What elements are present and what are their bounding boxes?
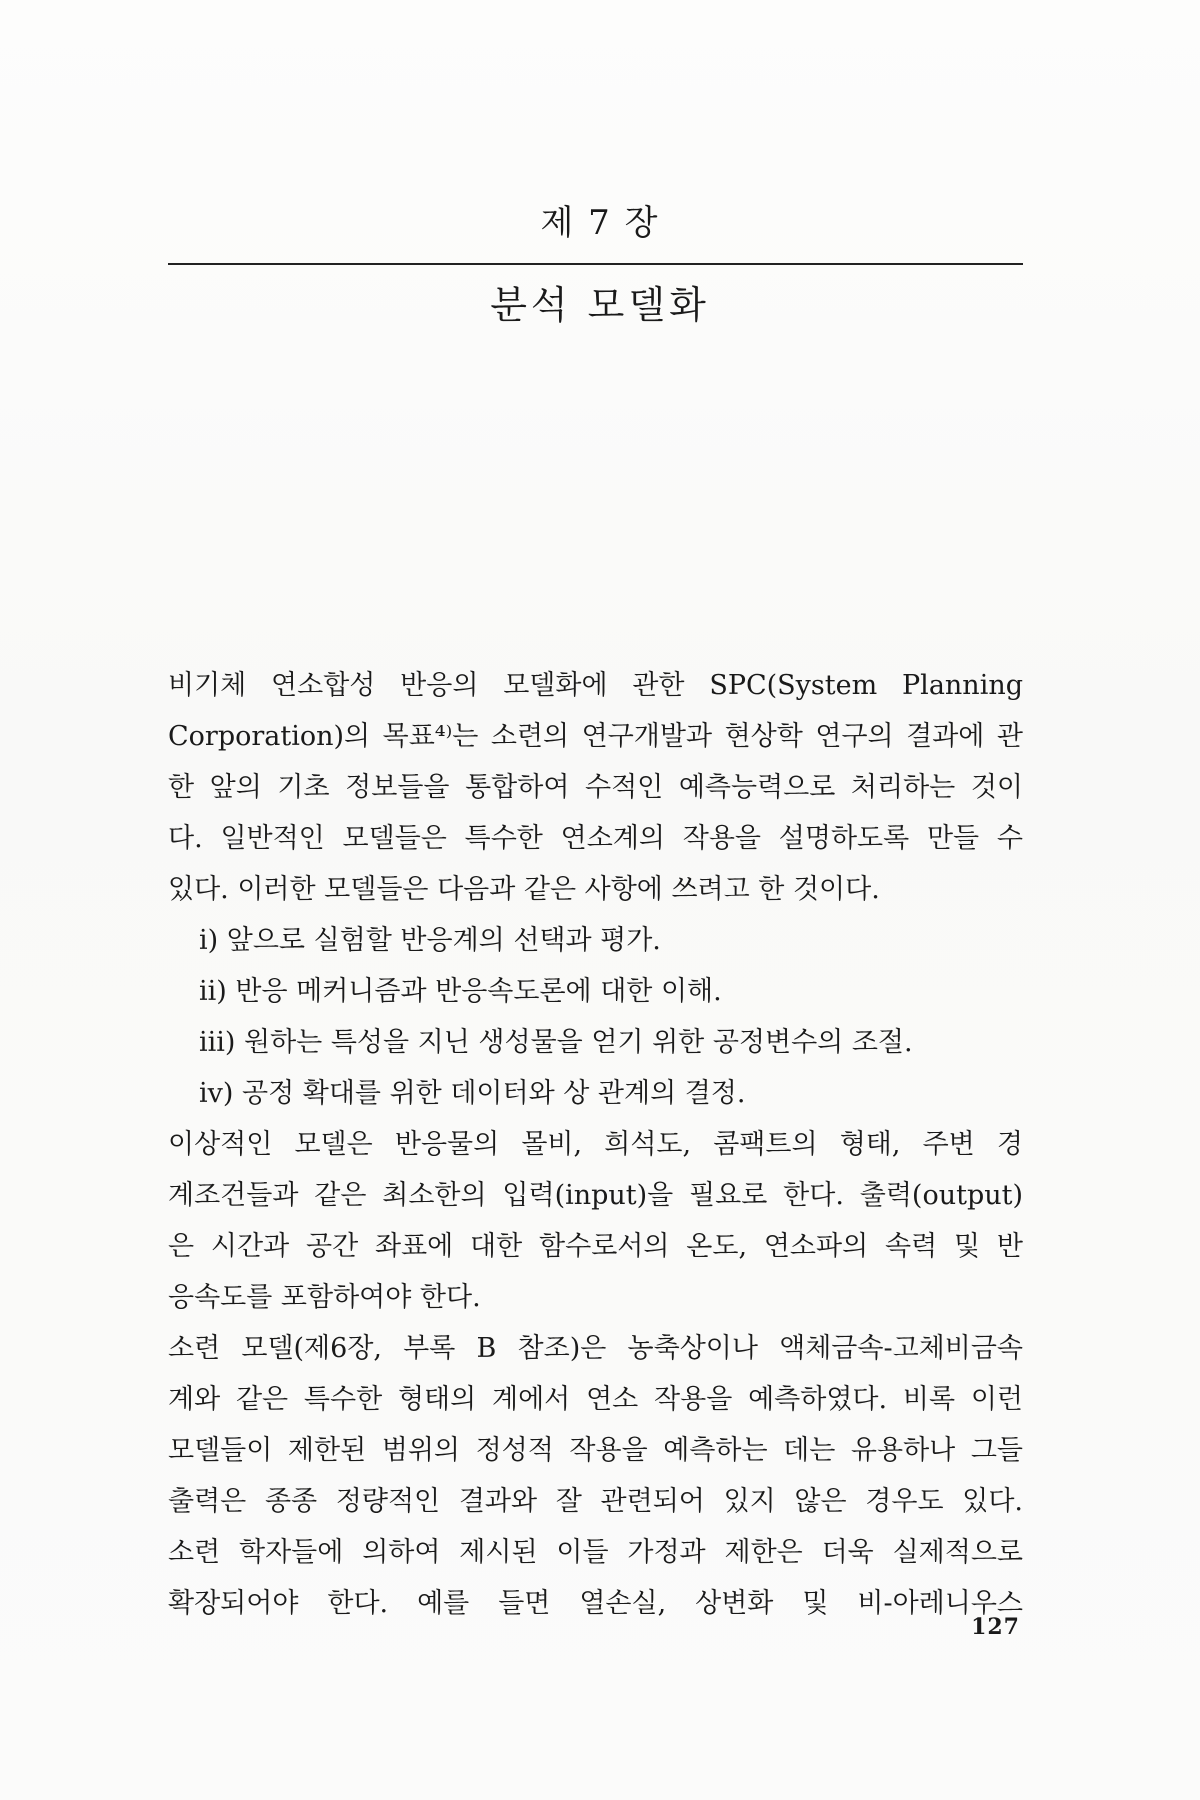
chapter-title: 분석 모델화	[490, 283, 710, 327]
text-line: 있다. 이러한 모델들은 다음과 같은 사항에 쓰려고 한 것이다.	[168, 874, 880, 905]
body-text	[168, 660, 1023, 1629]
list-item: iii) 원하는 특성을 지닌 생성물을 얻기 위한 공정변수의 조절.	[199, 1027, 913, 1058]
text-line: 다. 일반적인 모델들은 특수한 연소계의 작용을 설명하도록 만들 수	[168, 823, 1023, 854]
text-line: 이상적인 모델은 반응물의 몰비, 희석도, 콤팩트의 형태, 주변 경	[168, 1129, 1023, 1160]
text-line: 한 앞의 기초 정보들을 통합하여 수적인 예측능력으로 처리하는 것이	[168, 772, 1023, 803]
text-line: 소련 모델(제6장, 부록 B 참조)은 농축상이나 액체금속-고체비금속	[168, 1333, 1023, 1364]
text-line: 출력은 종종 정량적인 결과와 잘 관련되어 있지 않은 경우도 있다.	[168, 1486, 1023, 1517]
text-line: 계와 같은 특수한 형태의 계에서 연소 작용을 예측하였다. 비록 이런	[168, 1384, 1023, 1415]
list-item: iv) 공정 확대를 위한 데이터와 상 관계의 결정.	[199, 1078, 746, 1109]
page-number: 127	[971, 1614, 1020, 1640]
text-line: 확장되어야 한다. 예를 들면 열손실, 상변화 및 비-아레니우스	[168, 1588, 1023, 1619]
chapter-number: 제 7 장	[540, 203, 660, 243]
text-line: 계조건들과 같은 최소한의 입력(input)을 필요로 한다. 출력(output)	[168, 1180, 1023, 1211]
text-line: 모델들이 제한된 범위의 정성적 작용을 예측하는 데는 유용하나 그들	[168, 1435, 1023, 1466]
text-line: 비기체 연소합성 반응의 모델화에 관한 SPC(System Planning	[168, 670, 1023, 701]
text-line: Corporation)의 목표⁴⁾는 소련의 연구개발과 현상학 연구의 결과에 관	[168, 721, 1023, 752]
list-item: ii) 반응 메커니즘과 반응속도론에 대한 이해.	[199, 976, 722, 1007]
text-line: 응속도를 포함하여야 한다.	[168, 1282, 481, 1313]
text-line: 소련 학자들에 의하여 제시된 이들 가정과 제한은 더욱 실제적으로	[168, 1537, 1023, 1568]
chapter-divider	[168, 263, 1023, 265]
text-line: 은 시간과 공간 좌표에 대한 함수로서의 온도, 연소파의 속력 및 반	[168, 1231, 1023, 1262]
list-item: i) 앞으로 실험할 반응계의 선택과 평가.	[199, 925, 661, 956]
